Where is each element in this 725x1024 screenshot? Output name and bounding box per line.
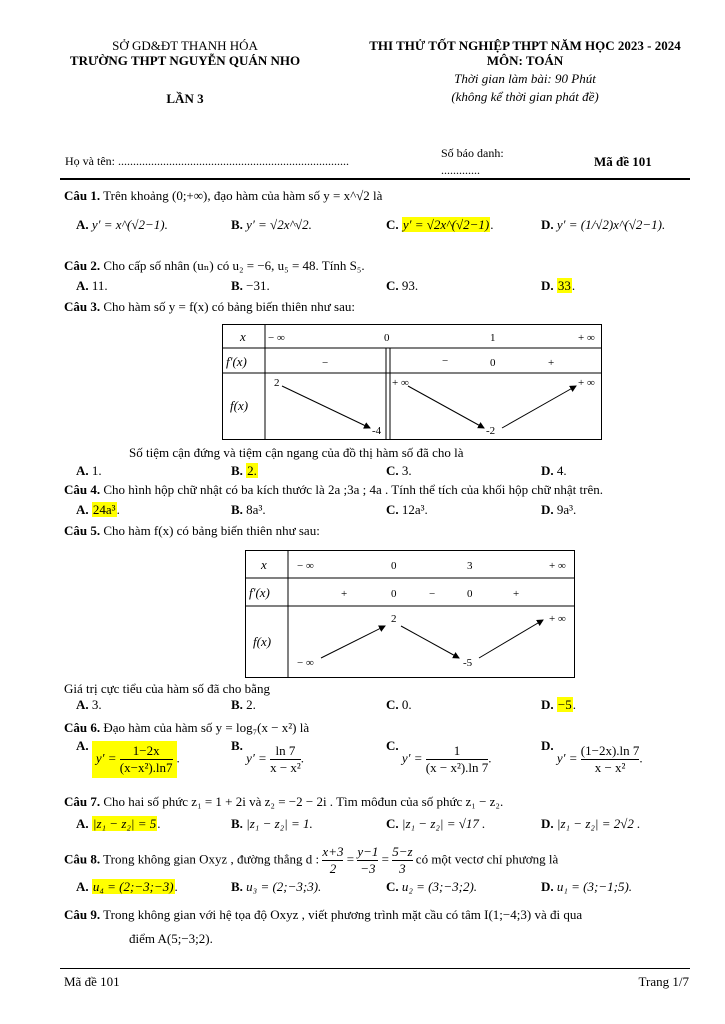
- sbd-label: Số báo danh:: [441, 146, 504, 160]
- q3-f-vm4: -4: [372, 425, 382, 437]
- exam-code: Mã đề 101: [594, 154, 652, 169]
- q8-option-c: C. u₂ = (3;−3;2).: [386, 879, 478, 894]
- q5-x-three: 3: [467, 560, 473, 572]
- dept-name: SỞ GD&ĐT THANH HÓA: [112, 38, 258, 53]
- q3-fp-minus2: −: [442, 355, 449, 367]
- q3-f-pinf1: + ∞: [392, 377, 409, 389]
- q1-option-d: D. y′ = (1/√2)x^(√2−1).: [541, 217, 666, 232]
- q8-option-a: A. u₄ = (2;−3;−3).: [76, 879, 178, 894]
- q5-f-vminf: − ∞: [297, 657, 314, 669]
- time-note: (không kể thời gian phát đề): [451, 89, 599, 104]
- q3-followup: Số tiệm cận đứng và tiệm cận ngang của đồ thị hàm số đã cho là: [129, 445, 464, 460]
- q5-x-pinf: + ∞: [549, 560, 566, 572]
- q5-fp-zero2: 0: [467, 588, 473, 600]
- question-5: Câu 5. Cho hàm f(x) có bảng biến thiên như sau:: [64, 523, 320, 538]
- q8-option-d: D. u₁ = (3;−1;5).: [541, 879, 633, 894]
- q3-option-b: B. 2.: [231, 463, 257, 478]
- q5-x-label: x: [261, 557, 267, 572]
- q7-option-d: D. |z₁ − z₂| = 2√2 .: [541, 816, 641, 831]
- q3-fp-plus: +: [548, 357, 555, 369]
- q5-option-a: A. 3.: [76, 697, 102, 712]
- exam-title: THI THỬ TỐT NGHIỆP THPT NĂM HỌC 2023 - 2024: [369, 38, 681, 53]
- q2-option-b: B. −31.: [231, 278, 270, 293]
- footer-page: Trang 1/7: [638, 974, 689, 989]
- q6-option-d: D. y′ = $\frac{(1-2x).\ln 7}{\text{x − x²}}$ .: [541, 738, 643, 775]
- question-2: Câu 2. Cho cấp số nhân (uₙ) có u₂ = −6, u₅ = 48. Tính S₅.: [64, 258, 365, 273]
- q1-option-b: B. y′ = √2x^√2.: [231, 217, 312, 232]
- header-rule: [60, 178, 690, 180]
- q5-option-c: C. 0.: [386, 697, 412, 712]
- question-7: Câu 7. Cho hai số phức z₁ = 1 + 2i và z₂ = −2 − 2i . Tìm môđun của số phức z₁ − z₂.: [64, 794, 504, 809]
- q4-option-d: D. 9a³.: [541, 502, 577, 517]
- q3-x-zero: 0: [384, 332, 390, 344]
- q3-option-c: C. 3.: [386, 463, 412, 478]
- q5-fp-zero1: 0: [391, 588, 397, 600]
- q2-option-c: C. 93.: [386, 278, 419, 293]
- q7-option-b: B. |z₁ − z₂| = 1.: [231, 816, 313, 831]
- q2-option-a: A. 11.: [76, 278, 108, 293]
- q1-option-c: C. y′ = √2x^(√2−1).: [386, 217, 494, 232]
- q5-x-minf: − ∞: [297, 560, 314, 572]
- exam-round: LẦN 3: [166, 91, 204, 106]
- question-8: Câu 8. Trong không gian Oxyz , đường thẳng d : $\frac{x+3}{2}$ = $\frac{y-1}{-3}$ = $\frac{5-z}{3}$ có một vectơ chỉ phương là: [64, 844, 559, 876]
- q3-f-pinf2: + ∞: [578, 377, 595, 389]
- q8-option-b: B. u₃ = (2;−3;3).: [231, 879, 322, 894]
- q3-x-one: 1: [490, 332, 496, 344]
- q4-option-c: C. 12a³.: [386, 502, 428, 517]
- footer-rule: [60, 968, 690, 969]
- subject: MÔN: TOÁN: [486, 53, 564, 68]
- q5-f-v2: 2: [391, 613, 397, 625]
- sbd-dots: .............: [441, 163, 480, 177]
- q3-f-label: f(x): [230, 398, 249, 413]
- q1-option-a: A. y′ = x^(√2−1).: [76, 217, 168, 232]
- q2-option-d: D. 33.: [541, 278, 576, 293]
- q5-option-d: D. −5.: [541, 697, 576, 712]
- q5-followup: Giá trị cực tiểu của hàm số đã cho bằng: [64, 681, 270, 696]
- q3-x-pinf: + ∞: [578, 332, 595, 344]
- q5-fp-minus: −: [429, 588, 436, 600]
- q5-f-vm5: -5: [463, 657, 473, 669]
- q4-option-b: B. 8a³.: [231, 502, 266, 517]
- question-4: Câu 4. Cho hình hộp chữ nhật có ba kích thước là 2a ;3a ; 4a . Tính thể tích của khối hộp chữ nhật trên.: [64, 482, 603, 497]
- q5-x-zero: 0: [391, 560, 397, 572]
- q3-f-vm2: -2: [486, 425, 496, 437]
- q5-fp-label: f′(x): [249, 585, 270, 600]
- q3-option-a: A. 1.: [76, 463, 102, 478]
- q5-f-label: f(x): [253, 634, 272, 649]
- q3-fp-label: f′(x): [226, 354, 247, 369]
- variation-table-q3: [222, 324, 602, 440]
- q6-option-a: A. y′ = $\frac{1-2x}{\text{(x−x²).ln7}}$ .: [76, 741, 180, 778]
- q3-option-d: D. 4.: [541, 463, 567, 478]
- q3-fp-minus1: −: [322, 357, 329, 369]
- q5-option-b: B. 2.: [231, 697, 256, 712]
- school-name: TRƯỜNG THPT NGUYỄN QUÁN NHO: [69, 53, 301, 68]
- question-9-line2: điểm A(5;−3;2).: [129, 931, 213, 946]
- q7-option-a: A. |z₁ − z₂| = 5.: [76, 816, 161, 831]
- q3-fp-zero: 0: [490, 357, 496, 369]
- q5-f-vpinf: + ∞: [549, 613, 566, 625]
- q6-option-c: C. y′ = $\frac{1}{\text{(x − x²).ln 7}}$ .: [386, 738, 492, 775]
- variation-table-q5: [245, 550, 575, 678]
- q5-fp-plus2: +: [513, 588, 520, 600]
- question-1: Câu 1. Trên khoảng (0;+∞), đạo hàm của hàm số y = x^√2 là: [64, 188, 383, 203]
- q3-x-label: x: [240, 329, 246, 344]
- footer-code: Mã đề 101: [64, 974, 120, 989]
- q7-option-c: C. |z₁ − z₂| = √17 .: [386, 816, 486, 831]
- question-9: Câu 9. Trong không gian với hệ tọa độ Oxyz , viết phương trình mặt cầu có tâm I(1;−4;3) và đi qua: [64, 907, 583, 922]
- q5-fp-plus1: +: [341, 588, 348, 600]
- exam-time: Thời gian làm bài: 90 Phút: [454, 71, 596, 86]
- q4-option-a: A. 24a³.: [76, 502, 120, 517]
- question-6: Câu 6. Đạo hàm của hàm số y = log₇(x − x²) là: [64, 720, 310, 735]
- question-3: Câu 3. Cho hàm số y = f(x) có bảng biến thiên như sau:: [64, 299, 355, 314]
- q3-f-v2: 2: [274, 377, 280, 389]
- q3-x-minf: − ∞: [268, 332, 285, 344]
- name-field: Họ và tên: .............................................................................: [65, 154, 349, 168]
- q6-option-b: B. y′ = $\frac{\ln 7}{\text{x − x²}}$ .: [231, 738, 305, 775]
